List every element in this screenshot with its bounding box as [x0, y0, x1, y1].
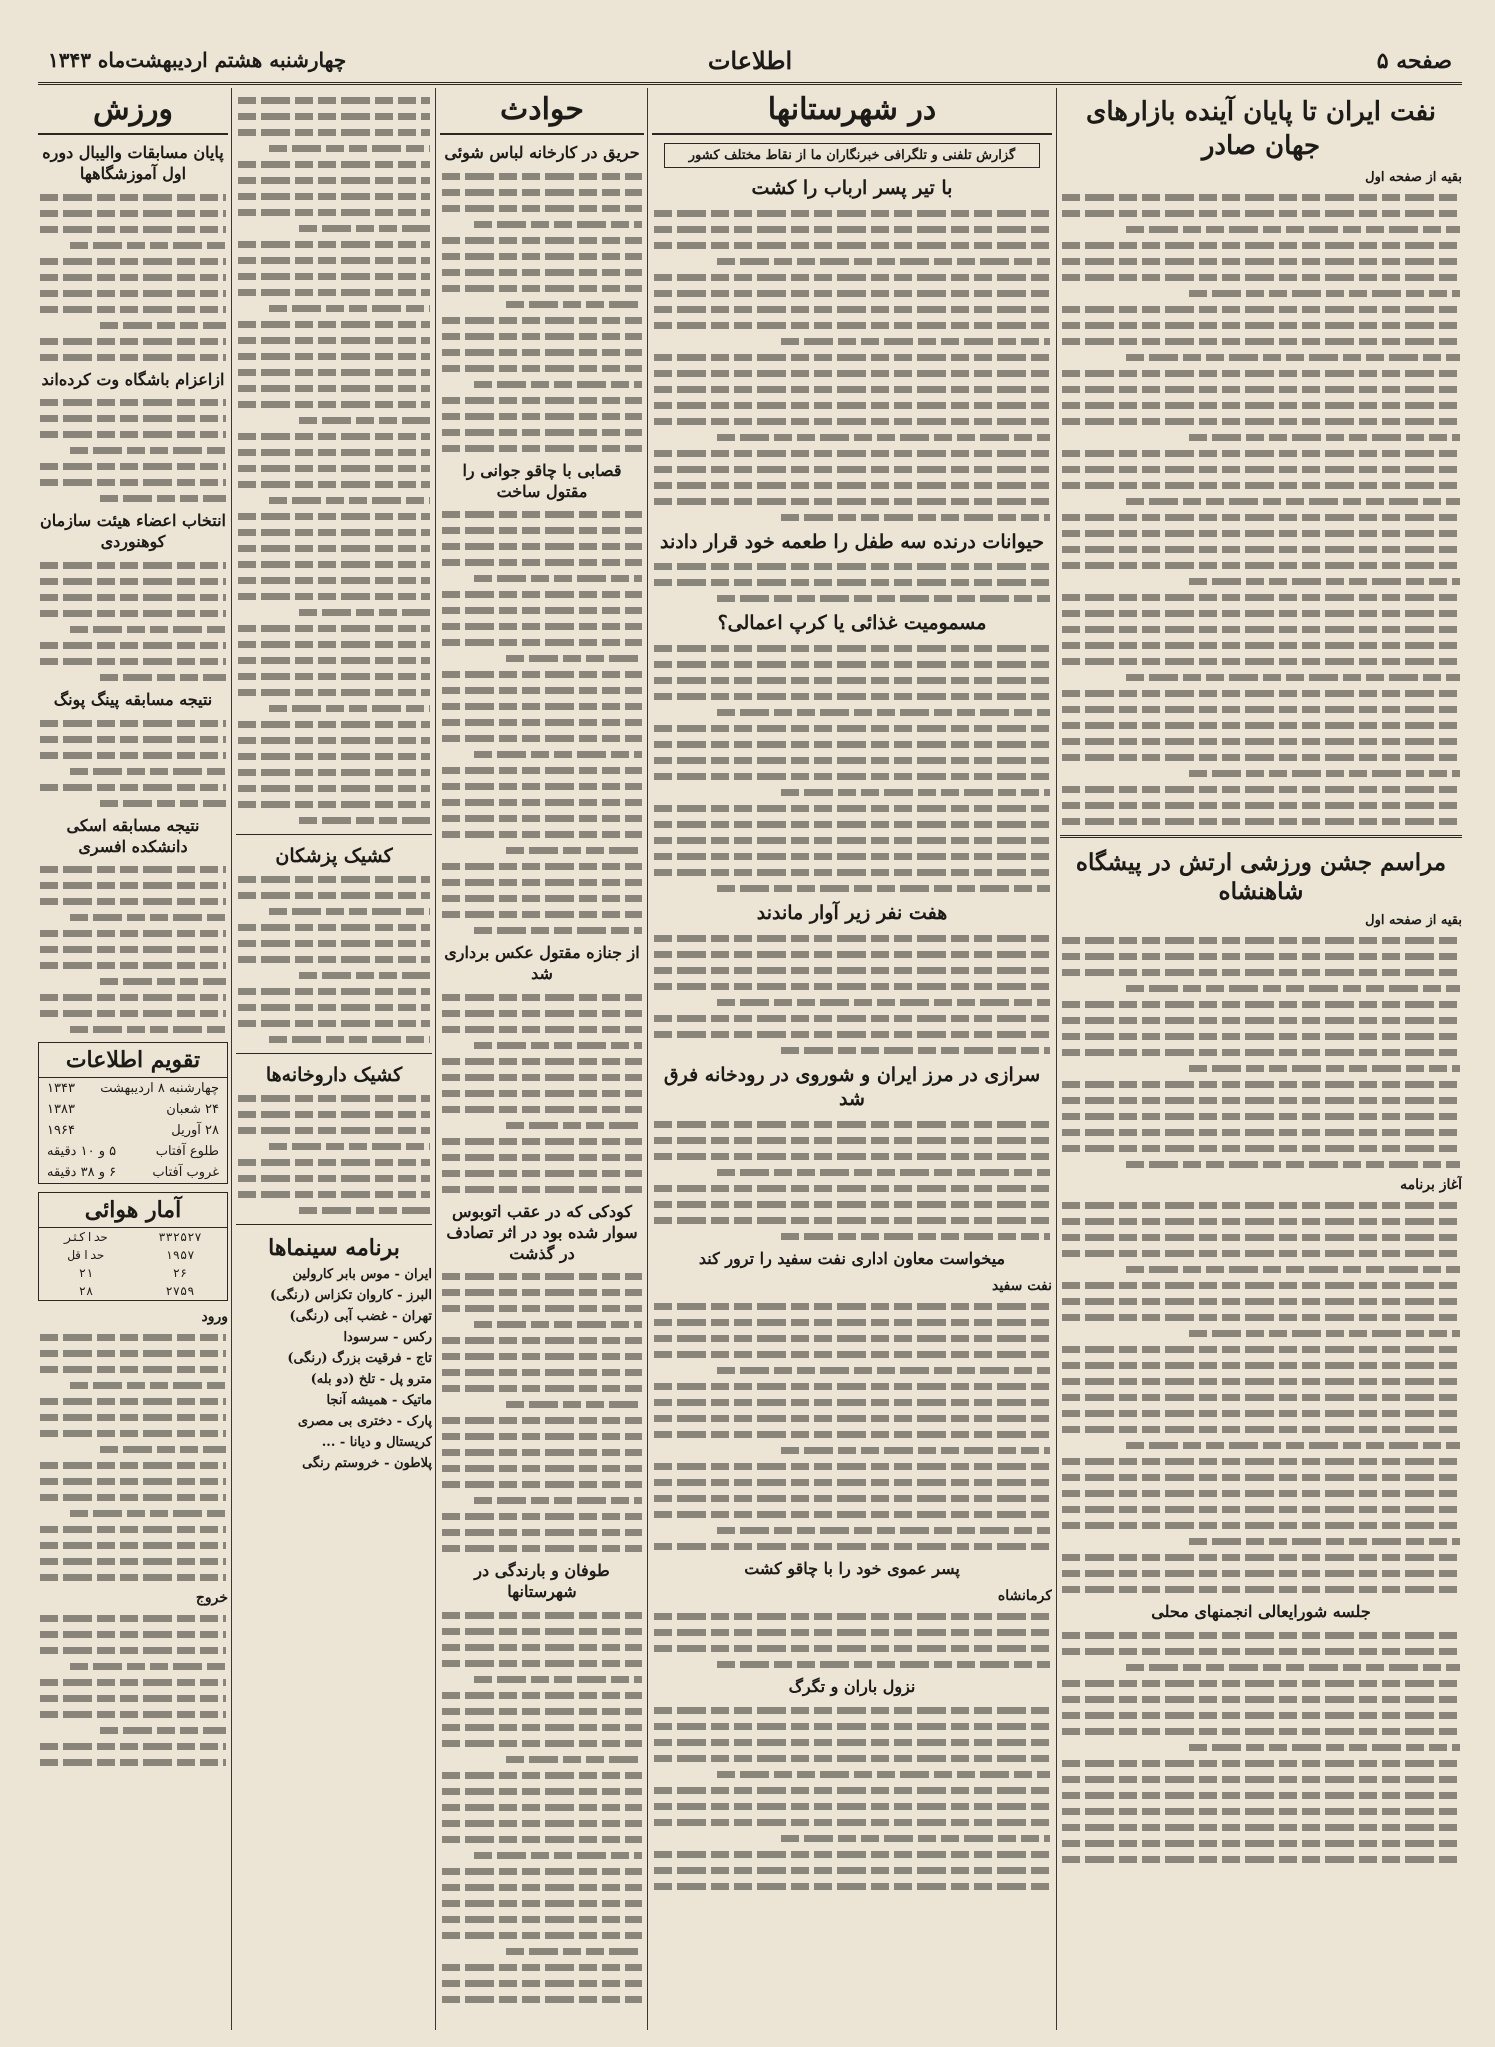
story-headline: نزول باران و تگرگ — [788, 1676, 916, 1696]
section-incidents: حوادث — [440, 88, 644, 135]
issue-date: چهارشنبه هشتم اردیبهشت‌ماه ۱۳۴۳ — [48, 48, 347, 72]
section-subtitle: گزارش تلفنی و تلگرافی خبرنگاران ما از نقاط مختلف کشور — [664, 143, 1040, 168]
story-headline: قصابی با چاقو جوانی را مقتول ساخت — [462, 460, 622, 501]
cinema-item: مترو پل - تلخ (دو بله) — [310, 1372, 432, 1387]
weather-box: آمار هوائی ۳۳۲۵۲۷ حداکثر ۱۹۵۷ حداقل ۲۶ ۲۱ ۲۷۵۹ ۲۸ — [38, 1192, 228, 1301]
calendar-box: تقویم اطلاعات چهارشنبه ۸ اردیبهشت ۱۳۴۳ ۲۴ شعبان ۱۳۸۳ ۲۸ آوریل ۱۹۶۴ طلوع آفتاب ۵ و ۱۰ دقیقه غروب آفتاب ۶ و ۳۸ دقیقه — [38, 1042, 228, 1184]
story-headline: حیوانات درنده سه طفل را طعمه خود قرار دادند — [660, 530, 1044, 553]
page-number: صفحه ۵ — [1376, 48, 1452, 74]
calendar-title: تقویم اطلاعات — [39, 1043, 227, 1078]
cinema-item: ماتیک - همیشه آنجا — [326, 1393, 432, 1408]
pharmacies-on-call-title: کشیک داروخانه‌ها — [265, 1064, 403, 1086]
cinema-item: رکس - سرسودا — [343, 1330, 432, 1345]
cinema-item: ایران - موس بابر کارولین — [292, 1267, 432, 1282]
masthead — [38, 40, 1462, 85]
column-oil-news — [1060, 88, 1462, 2030]
story-headline: سرازی در مرز ایران و شوروی در رودخانه فرق شد — [663, 1063, 1041, 1111]
column-sports — [38, 88, 228, 2030]
story-headline: پسر عموی خود را با چاقو کشت — [744, 1558, 960, 1578]
weather-title: آمار هوائی — [39, 1193, 227, 1228]
story-headline: پایان مسابقات والیبال دوره اول آموزشگاهها — [42, 143, 224, 183]
story-headline: میخواست معاون اداری نفت سفید را ترور کند — [698, 1249, 1006, 1269]
subhead-program: آغاز برنامه — [1400, 1177, 1462, 1194]
story-headline: کودکی که در عقب اتوبوس سوار شده بود در اثر تصادف در گذشت — [446, 1201, 638, 1263]
cinema-item: پارک - دختری بی مصری — [297, 1414, 432, 1429]
headline-oil: نفت ایران تا پایان آینده بازارهای جهان صادر — [1086, 97, 1436, 161]
story-headline: طوفان و بارندگی در شهرستانها — [474, 1561, 610, 1602]
story-headline: از جنازه مقتول عکس برداری شد — [444, 943, 640, 984]
column-incidents — [440, 88, 644, 2030]
headline-sports-ceremony: مراسم جشن ورزشی ارتش در پیشگاه شاهنشاه — [1075, 848, 1447, 906]
cinema-item: البرز - کاروان تکزاس (رنگی) — [270, 1288, 432, 1303]
story-headline: هفت نفر زیر آوار ماندند — [756, 902, 948, 925]
story-headline: ازاعزام باشگاه وت کرده‌اند — [41, 369, 225, 389]
story-headline: نتیجه مسابقه اسکی دانشکده افسری — [66, 815, 200, 856]
cinema-item: پلاطون - خروستم رنگی — [302, 1456, 432, 1471]
continued-note: بقیه از صفحه اول — [1365, 169, 1462, 185]
story-headline: با تیر پسر ارباب را کشت — [751, 177, 953, 199]
section-provinces: در شهرستانها — [652, 88, 1052, 135]
story-headline: انتخاب اعضاء هیئت سازمان کوهنوردی — [40, 511, 226, 552]
story-headline: حریق در کارخانه لباس شوئی — [444, 143, 640, 162]
section-sports: ورزش — [38, 88, 228, 135]
cinema-program-title: برنامه سینماها — [268, 1235, 400, 1261]
story-headline: نتیجه مسابقه پینگ پونگ — [53, 689, 213, 709]
doctors-on-call-title: کشیک پزشکان — [275, 845, 393, 867]
departures-title: خروج — [195, 1590, 228, 1607]
dateline: نفت سفید — [992, 1277, 1052, 1294]
column-provinces — [652, 88, 1052, 2030]
dateline: کرمانشاه — [997, 1587, 1052, 1604]
column-listings — [236, 88, 432, 2030]
newspaper-name: اطلاعات — [707, 46, 793, 75]
cinema-item: کریستال و دیانا - ... — [321, 1435, 432, 1450]
cinema-item: تهران - غضب آبی (رنگی) — [289, 1309, 432, 1324]
arrivals-title: ورود — [201, 1309, 228, 1326]
cinema-item: تاج - فرقیت بزرگ (رنگی) — [287, 1351, 432, 1366]
subhead-local-councils: جلسه شورایعالی انجمنهای محلی — [1151, 1602, 1371, 1622]
continued-note-2: بقیه از صفحه اول — [1365, 913, 1462, 929]
article-body — [1060, 194, 1462, 825]
story-headline: مسمومیت غذائی یا کرپ اعمالی؟ — [717, 612, 987, 635]
